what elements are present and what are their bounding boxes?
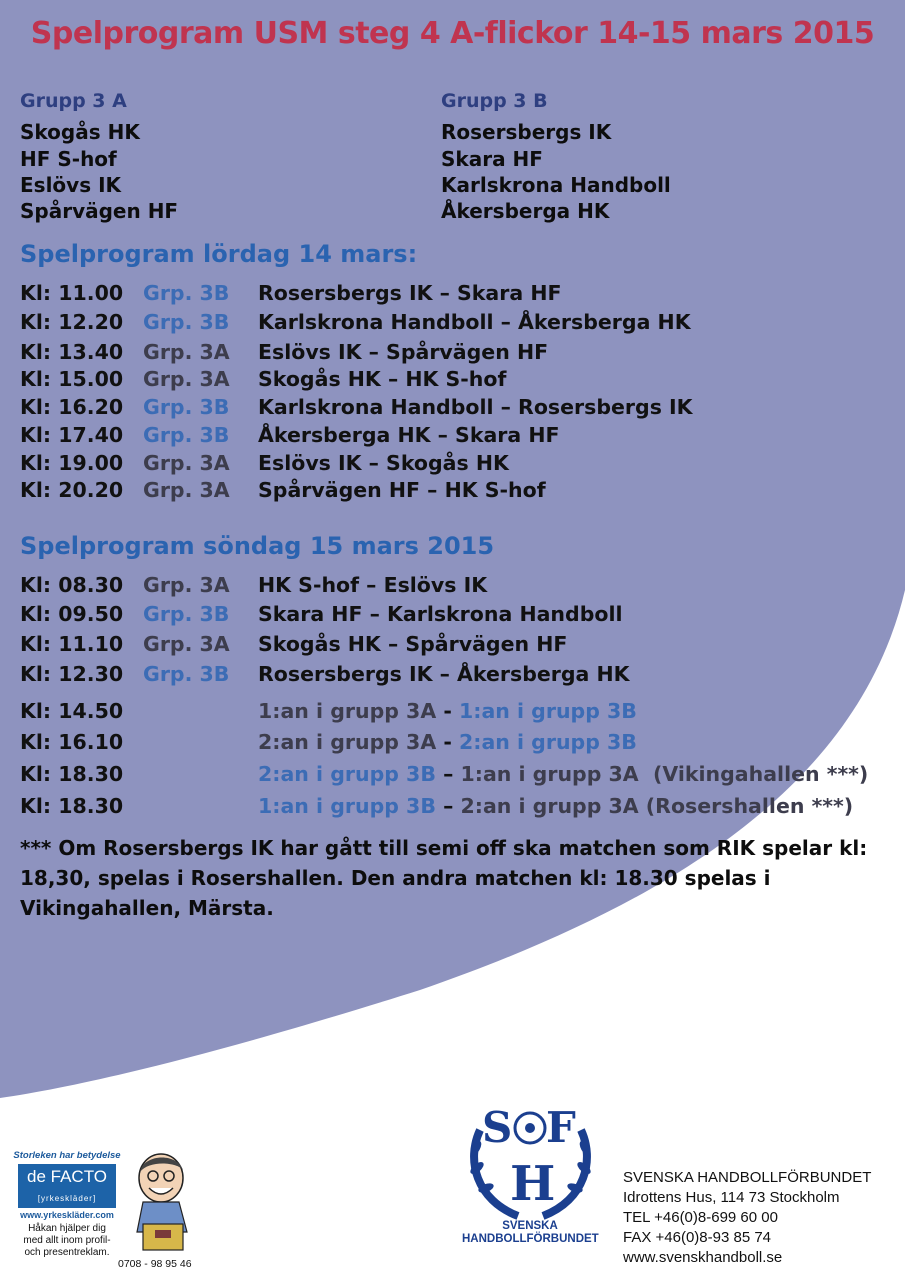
match-teams: Eslövs IK – Skogås HK xyxy=(258,451,509,475)
match-group: Grp. 3A xyxy=(143,478,230,502)
svg-text:F: F xyxy=(546,1103,576,1152)
playoff-team-a: 2:an i grupp 3A xyxy=(258,730,437,754)
playoff-separator: - xyxy=(436,730,459,754)
group-3a-team: Skogås HK xyxy=(20,120,140,144)
svg-text:S: S xyxy=(482,1103,513,1152)
playoff-team-b: 2:an i grupp 3B xyxy=(458,730,637,754)
playoff-match xyxy=(258,794,853,818)
caricature-image xyxy=(127,1150,197,1255)
svg-text:H: H xyxy=(510,1156,556,1212)
group-3a-team: HF S-hof xyxy=(20,147,117,171)
sponsor-brand: de FACTO xyxy=(27,1167,107,1186)
match-group: Grp. 3A xyxy=(143,573,230,597)
federation-logo xyxy=(458,1100,603,1225)
match-teams: Skara HF – Karlskrona Handboll xyxy=(258,602,623,626)
page-title: Spelprogram USM steg 4 A-flickor 14-15 mars 2015 xyxy=(30,16,875,51)
match-time: Kl: 17.40 xyxy=(20,423,124,447)
match-group: Grp. 3B xyxy=(143,395,230,419)
match-time: Kl: 08.30 xyxy=(20,573,124,597)
match-time: Kl: 12.30 xyxy=(20,662,124,686)
sponsor-phone: 0708 - 98 95 46 xyxy=(118,1258,192,1270)
group-3a-team: Spårvägen HF xyxy=(20,199,179,223)
contact-address: Idrottens Hus, 114 73 Stockholm xyxy=(623,1189,840,1206)
playoff-team-b: 1:an i grupp 3A xyxy=(460,762,639,786)
playoff-separator: – xyxy=(435,794,461,818)
match-group: Grp. 3B xyxy=(143,662,230,686)
match-group: Grp. 3A xyxy=(143,632,230,656)
playoff-match xyxy=(258,699,637,723)
match-time: Kl: 14.50 xyxy=(20,699,124,723)
group-3b-team: Rosersbergs IK xyxy=(441,120,612,144)
sponsor-text-line: och presentreklam. xyxy=(24,1247,110,1258)
federation-contact xyxy=(623,1168,871,1268)
sponsor-url[interactable]: www.yrkeskläder.com xyxy=(20,1210,114,1220)
playoff-separator: – xyxy=(435,762,461,786)
match-time: Kl: 11.10 xyxy=(20,632,124,656)
match-group: Grp. 3B xyxy=(143,602,230,626)
sponsor-text-line: Håkan hjälper dig xyxy=(28,1223,106,1234)
match-teams: Rosersbergs IK – Åkersberga HK xyxy=(258,662,630,686)
match-time: Kl: 13.40 xyxy=(20,340,124,364)
match-group: Grp. 3B xyxy=(143,310,230,334)
contact-website[interactable]: www.svenskhandboll.se xyxy=(623,1249,783,1266)
sponsor-logo xyxy=(18,1164,116,1208)
match-teams: Rosersbergs IK – Skara HF xyxy=(258,281,562,305)
group-3a-team: Eslövs IK xyxy=(20,173,122,197)
sponsor-tagline: Storleken har betydelse xyxy=(13,1150,121,1161)
playoff-venue: (Rosershallen ***) xyxy=(638,794,854,818)
match-group: Grp. 3A xyxy=(143,367,230,391)
group-3b-heading: Grupp 3 B xyxy=(441,90,548,112)
match-group: Grp. 3A xyxy=(143,451,230,475)
sunday-heading: Spelprogram söndag 15 mars 2015 xyxy=(20,532,495,560)
match-time: Kl: 16.20 xyxy=(20,395,124,419)
sponsor-text-line: med allt inom profil- xyxy=(23,1235,111,1246)
group-3b-team: Skara HF xyxy=(441,147,543,171)
contact-fax: FAX +46(0)8-93 85 74 xyxy=(623,1229,772,1246)
sponsor-block xyxy=(12,1150,122,1259)
contact-name: SVENSKA HANDBOLLFÖRBUNDET xyxy=(623,1169,872,1186)
match-group: Grp. 3B xyxy=(143,281,230,305)
match-teams: HK S-hof – Eslövs IK xyxy=(258,573,488,597)
playoff-match xyxy=(258,730,637,754)
match-group: Grp. 3B xyxy=(143,423,230,447)
playoff-separator: - xyxy=(436,699,459,723)
group-3b-team: Karlskrona Handboll xyxy=(441,173,671,197)
playoff-team-a: 1:an i grupp 3B xyxy=(258,794,436,818)
playoff-match xyxy=(258,762,868,786)
match-teams: Skogås HK – HK S-hof xyxy=(258,367,507,391)
match-time: Kl: 16.10 xyxy=(20,730,124,754)
playoff-venue: (Vikingahallen ***) xyxy=(638,762,869,786)
playoff-team-b: 2:an i grupp 3A xyxy=(460,794,639,818)
match-time: Kl: 18.30 xyxy=(20,794,124,818)
match-teams: Spårvägen HF – HK S-hof xyxy=(258,478,546,502)
playoff-team-a: 1:an i grupp 3A xyxy=(258,699,437,723)
group-3a-heading: Grupp 3 A xyxy=(20,90,127,112)
group-3b-team: Åkersberga HK xyxy=(441,199,610,223)
match-time: Kl: 12.20 xyxy=(20,310,124,334)
contact-phone: TEL +46(0)8-699 60 00 xyxy=(623,1209,778,1226)
match-time: Kl: 20.20 xyxy=(20,478,124,502)
match-time: Kl: 15.00 xyxy=(20,367,124,391)
match-teams: Åkersberga HK – Skara HF xyxy=(258,423,560,447)
match-group: Grp. 3A xyxy=(143,340,230,364)
match-teams: Skogås HK – Spårvägen HF xyxy=(258,632,568,656)
match-time: Kl: 11.00 xyxy=(20,281,124,305)
match-teams: Eslövs IK – Spårvägen HF xyxy=(258,340,549,364)
saturday-heading: Spelprogram lördag 14 mars: xyxy=(20,240,418,268)
sponsor-text xyxy=(12,1223,122,1259)
match-time: Kl: 09.50 xyxy=(20,602,124,626)
match-time: Kl: 19.00 xyxy=(20,451,124,475)
federation-logo-text: SVENSKA HANDBOLLFÖRBUNDET xyxy=(462,1220,599,1245)
playoff-team-a: 2:an i grupp 3B xyxy=(258,762,436,786)
playoff-team-b: 1:an i grupp 3B xyxy=(458,699,637,723)
footnote: *** Om Rosersbergs IK har gått till semi off ska matchen som RIK spelar kl: 18,30, spelas i Rosershallen. Den andra matchen kl: 18.30 spelas i Vikingahallen, Märsta. xyxy=(20,836,868,920)
sponsor-brand-sub: [yrkeskläder] xyxy=(37,1194,97,1203)
match-teams: Karlskrona Handboll – Åkersberga HK xyxy=(258,310,691,334)
match-time: Kl: 18.30 xyxy=(20,762,124,786)
match-teams: Karlskrona Handboll – Rosersbergs IK xyxy=(258,395,693,419)
